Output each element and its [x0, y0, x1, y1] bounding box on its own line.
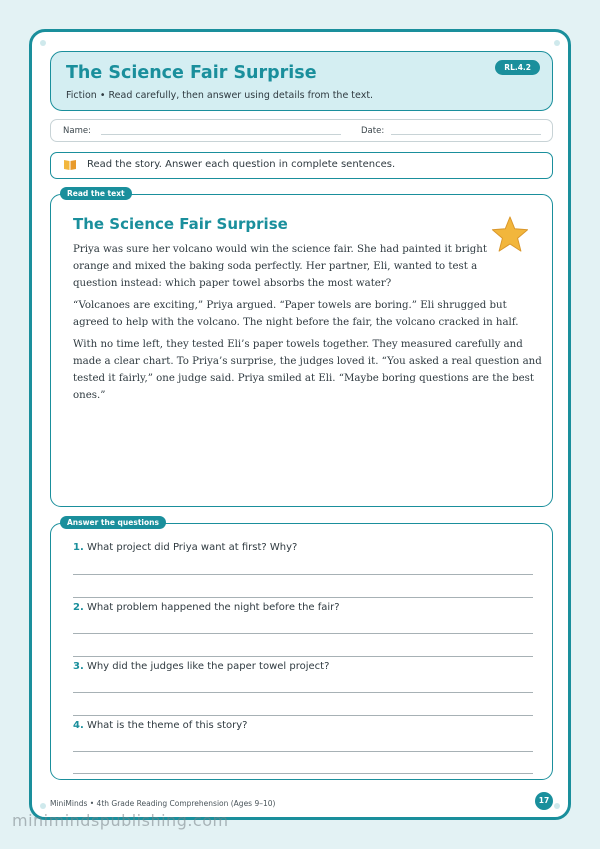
- story-text: [73, 241, 543, 409]
- question-number: 1.: [73, 542, 84, 553]
- answer-line[interactable]: [73, 597, 533, 598]
- question-number: 4.: [73, 720, 84, 731]
- book-icon: [63, 159, 77, 171]
- question-text: What problem happened the night before the fair?: [86, 602, 340, 613]
- name-date-bar: [50, 119, 553, 142]
- watermark: minimindspublishing.com: [12, 811, 229, 830]
- answer-line[interactable]: [73, 773, 533, 774]
- questions-section: [50, 518, 553, 780]
- footer-text: MiniMinds • 4th Grade Reading Comprehension (Ages 9–10): [50, 799, 276, 808]
- date-label: Date:: [361, 126, 385, 136]
- question-1: [73, 542, 533, 553]
- story-tag: Read the text: [60, 187, 132, 200]
- standard-badge: RL.4.2: [495, 60, 540, 75]
- answer-line[interactable]: [73, 574, 533, 575]
- story-section: [50, 189, 553, 507]
- story-title: The Science Fair Surprise: [73, 215, 288, 233]
- answer-line[interactable]: [73, 656, 533, 657]
- answer-line[interactable]: [73, 751, 533, 752]
- page-number: 17: [535, 792, 553, 810]
- questions-tag: Answer the questions: [60, 516, 166, 529]
- worksheet-page: [29, 29, 571, 820]
- name-label: Name:: [63, 126, 91, 136]
- page-title: The Science Fair Surprise: [66, 63, 317, 83]
- question-number: 2.: [73, 602, 84, 613]
- question-number: 3.: [73, 661, 84, 672]
- page-subtitle: Fiction • Read carefully, then answer using details from the text.: [66, 90, 374, 101]
- question-text: What is the theme of this story?: [86, 720, 248, 731]
- answer-line[interactable]: [73, 715, 533, 716]
- corner-dot: [554, 803, 560, 809]
- worksheet-header: [50, 51, 553, 111]
- corner-dot: [40, 803, 46, 809]
- instructions-box: [50, 152, 553, 179]
- story-paragraph: Priya was sure her volcano would win the science fair. She had painted it bright orange and mixed the baking soda perfectly. Her partner, Eli, wanted to test a question instead: which paper towel absorbs the most water?: [73, 244, 487, 289]
- instructions-text: Read the story. Answer each question in complete sentences.: [87, 159, 396, 170]
- corner-dot: [40, 40, 46, 46]
- question-3: [73, 661, 533, 672]
- question-4: [73, 720, 533, 731]
- name-field[interactable]: [101, 134, 341, 135]
- answer-line[interactable]: [73, 633, 533, 634]
- story-paragraph: “Volcanoes are exciting,” Priya argued. “Paper towels are boring.” Eli shrugged but agreed to help with the volcano. The night before the fair, the volcano cracked in half.: [73, 300, 519, 328]
- question-text: What project did Priya want at first? Why?: [86, 542, 298, 553]
- story-paragraph: With no time left, they tested Eli’s paper towels together. They measured carefully and made a clear chart. To Priya’s surprise, the judges loved it. “You asked a real question and tested it fairly,” one judge said. Priya smiled at Eli. “Maybe boring questions are the best ones.”: [73, 339, 542, 401]
- date-field[interactable]: [391, 134, 541, 135]
- question-2: [73, 602, 533, 613]
- question-text: Why did the judges like the paper towel project?: [86, 661, 330, 672]
- corner-dot: [554, 40, 560, 46]
- answer-line[interactable]: [73, 692, 533, 693]
